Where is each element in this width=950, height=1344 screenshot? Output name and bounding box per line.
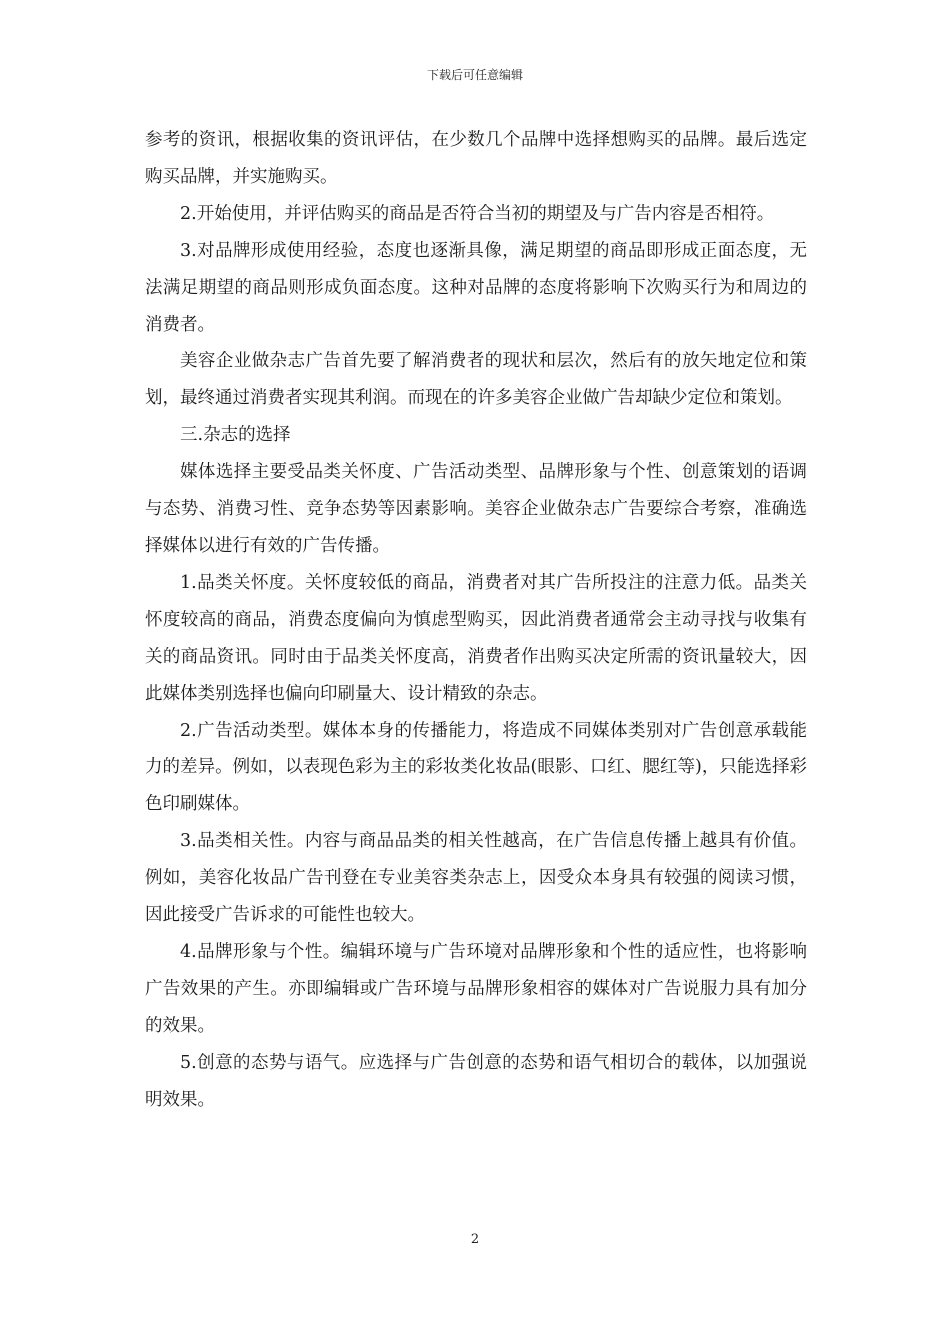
paragraph: 3.品类相关性。内容与商品品类的相关性越高，在广告信息传播上越具有价值。例如，美容化妆品广告刊登在专业美容类杂志上，因受众本身具有较强的阅读习惯，因此接受广告诉求的可能性也较大。 (145, 831, 807, 926)
paragraph: 1.品类关怀度。关怀度较低的商品，消费者对其广告所投注的注意力低。品类关怀度较高的商品，消费态度偏向为慎虑型购买，因此消费者通常会主动寻找与收集有关的商品资讯。同时由于品类关怀度高，消费者作出购买决定所需的资讯量较大，因此媒体类别选择也偏向印刷量大、设计精致的杂志。 (145, 572, 807, 704)
page-number: 2 (470, 1232, 480, 1247)
paragraph: 媒体选择主要受品类关怀度、广告活动类型、品牌形象与个性、创意策划的语调与态势、消费习性、竞争态势等因素影响。美容企业做杂志广告要综合考察，准确选择媒体以进行有效的广告传播。 (145, 462, 807, 556)
paragraph: 美容企业做杂志广告首先要了解消费者的现状和层次，然后有的放矢地定位和策划，最终通过消费者实现其利润。而现在的许多美容企业做广告却缺少定位和策划。 (145, 351, 807, 409)
paragraph: 2.广告活动类型。媒体本身的传播能力，将造成不同媒体类别对广告创意承载能力的差异。例如，以表现色彩为主的彩妆类化妆品(眼影、口红、腮红等)，只能选择彩色印刷媒体。 (145, 720, 807, 815)
document-body (145, 122, 807, 1118)
paragraph: 2.开始使用，并评估购买的商品是否符合当初的期望及与广告内容是否相符。 (180, 203, 775, 224)
section-heading: 三.杂志的选择 (180, 425, 291, 446)
paragraph: 5.创意的态势与语气。应选择与广告创意的态势和语气相切合的载体，以加强说明效果。 (145, 1052, 807, 1110)
paragraph: 参考的资讯，根据收集的资讯评估，在少数几个品牌中选择想购买的品牌。最后选定购买品牌，并实施购买。 (145, 130, 807, 187)
paragraph: 4.品牌形象与个性。编辑环境与广告环境对品牌形象和个性的适应性，也将影响广告效果的产生。亦即编辑或广告环境与品牌形象相容的媒体对广告说服力具有加分的效果。 (145, 941, 807, 1036)
paragraph: 3.对品牌形成使用经验，态度也逐渐具像，满足期望的商品即形成正面态度，无法满足期望的商品则形成负面态度。这种对品牌的态度将影响下次购买行为和周边的消费者。 (145, 240, 807, 335)
page-header: 下载后可任意编辑 (426, 68, 523, 82)
